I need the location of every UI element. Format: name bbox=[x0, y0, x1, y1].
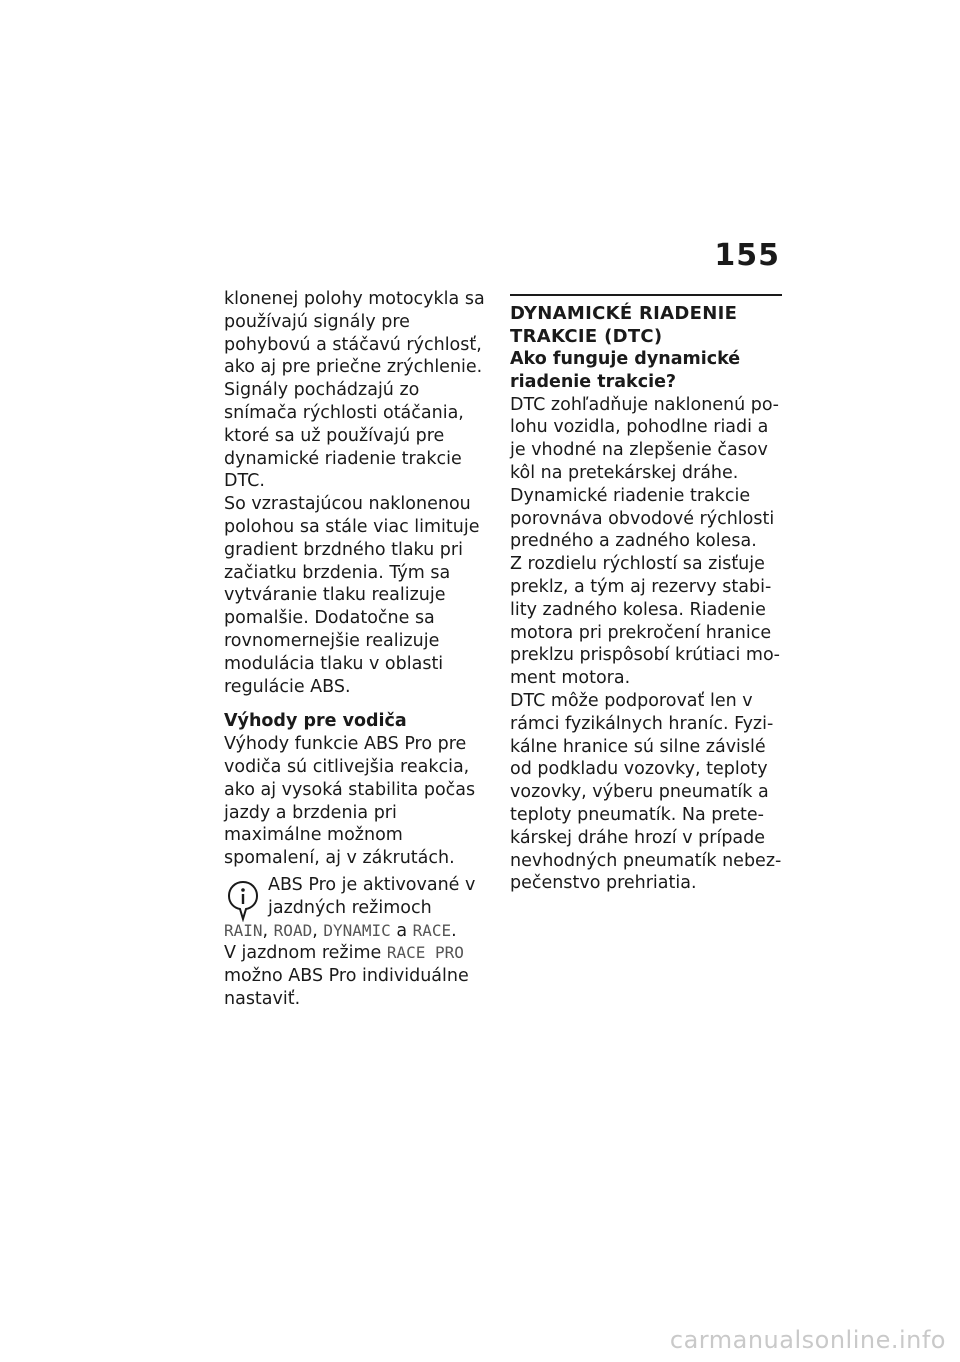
left-paragraph-2: So vzrastajúcou naklonenou polohou sa stále viac limituje gradient brzdného tlaku pri začiatku brzdenia. Tým sa vytváranie tlaku realizuje pomalšie. Dodatočne sa rovnomernejšie realizuje modulácia tlaku v oblasti regulácie ABS. bbox=[224, 494, 480, 697]
left-column bbox=[224, 288, 494, 1011]
mode-race-pro: RACE PRO bbox=[386, 943, 464, 963]
separator: , bbox=[312, 920, 324, 941]
right-paragraph-2: Dynamické riadenie trakcie porovnáva obvodové rýchlosti predného a zadného kolesa. bbox=[510, 485, 775, 552]
watermark-logo: carmanualsonline.info bbox=[669, 1326, 946, 1354]
page-number: 155 bbox=[714, 238, 780, 273]
period: . bbox=[451, 920, 457, 941]
conjunction: a bbox=[390, 920, 413, 941]
mode-dynamic: DYNAMIC bbox=[323, 920, 391, 940]
note-text-3: možno ABS Pro individuálne nastaviť. bbox=[224, 966, 469, 1009]
left-paragraph-1: klonenej polohy motocykla sa používajú signály pre pohybovú a stáčavú rýchlosť, ako aj pre priečne zrýchlenie. Signály pochádzajú zo snímača rýchlosti otáčania, ktoré sa už používajú pre dynamické riadenie trakcie DTC. bbox=[224, 289, 485, 492]
right-column bbox=[510, 288, 782, 895]
section-rule bbox=[510, 294, 782, 296]
right-paragraph-3: Z rozdielu rýchlostí sa zisťuje preklz, a tým aj rezervy stability zadného kolesa. Riadenie motora pri prekročení hranice preklzu prispôsobí krútiaci moment motora. bbox=[510, 554, 780, 689]
info-note bbox=[224, 874, 494, 920]
mode-race: RACE bbox=[412, 920, 452, 940]
left-paragraph-3: Výhody funkcie ABS Pro pre vodiča sú citlivejšia reakcia, ako aj vysoká stabilita počas jazdy a brzdenia pri maximálne možnom spomalení, aj v zákrutách. bbox=[224, 734, 476, 869]
right-paragraph-4: DTC môže podporovať len v rámci fyzikálnych hraníc. Fyzikálne hranice sú silne závislé od podkladu vozovky, teploty vozovky, výberu pneumatík a teploty pneumatík. Na pretekárskej dráhe hrozí v prípade nevhodných pneumatík nebezpečenstvo prehriatia. bbox=[510, 690, 782, 894]
separator: , bbox=[262, 920, 274, 941]
section-heading-driver-benefits: Výhody pre vodiča bbox=[224, 711, 407, 732]
note-modes-line bbox=[224, 920, 494, 943]
info-icon bbox=[226, 878, 260, 922]
note-text-1: ABS Pro je aktivované v jazdných režimoch bbox=[268, 874, 476, 918]
mode-road: ROAD bbox=[273, 920, 313, 940]
section-title-dtc: DYNAMICKÉ RIADENIE TRAKCIE (DTC) bbox=[510, 303, 738, 347]
subheading-how-dtc-works: Ako funguje dynamické riadenie trakcie? bbox=[510, 349, 741, 392]
right-paragraph-1: DTC zohľadňuje naklonenú polohu vozidla, pohodlne riadi a je vhodné na zlepšenie časov kôl na pretekárskej dráhe. bbox=[510, 394, 779, 483]
note-text-2: V jazdnom režime bbox=[224, 943, 382, 964]
note-text-2-line bbox=[224, 942, 494, 965]
mode-rain: RAIN bbox=[224, 920, 263, 940]
